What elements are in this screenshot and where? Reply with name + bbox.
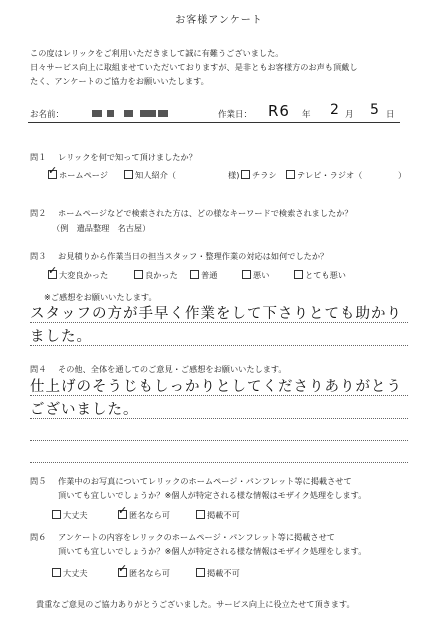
q6-number: 問６ [30,532,47,542]
q5-option-anonymous[interactable]: ✓ 匿名なら可 [118,504,170,520]
intro-line-2: 日々サービス向上に取組ませていただいておりますが、是非ともお客様方のお声も頂戴し [30,62,358,72]
name-label: お名前： [30,110,65,120]
q3-option-bad[interactable]: 悪い [242,270,269,281]
q5-text-line-2: 頂いても宜しいでしょうか？※個人が特定される様な情報はモザイク処理をします。 [58,490,367,500]
q5-option-ok[interactable]: 大丈夫 [52,510,88,521]
q1-number: 問１ [30,152,47,162]
checkbox[interactable] [286,170,295,179]
q3-option-good[interactable]: 良かった [134,270,178,281]
year-label: 年 [302,110,311,120]
checkmark-icon: ✓ [118,562,128,575]
answer-line [30,322,408,323]
q4-number: 問４ [30,364,47,374]
q1-text: レリックを何で知って頂けましたか？ [58,152,197,162]
checkbox[interactable] [48,264,58,279]
q6-option-no-publish[interactable]: 掲載不可 [196,568,240,579]
q1-option-homepage[interactable]: ✓ ホームページ [48,164,108,180]
q4-text: その他、全体を通してのご意見・ご感想をお願いいたします。 [58,364,287,374]
q3-answer-line-2: ました。 [30,329,92,345]
work-date-month: 2 [330,102,340,118]
q1-close-paren: ） [398,170,407,180]
q5-number: 問５ [30,476,47,486]
checkbox[interactable] [52,568,61,577]
checkmark-icon: ✓ [48,164,58,177]
answer-line [30,395,408,396]
month-label: 月 [345,110,354,120]
redacted-name [140,110,156,117]
redacted-name [92,110,102,117]
checkbox[interactable] [241,170,250,179]
q4-answer-line-1: 仕上げのそうじもしっかりとしてくださりありがとう [30,379,402,395]
q3-option-very-bad[interactable]: とても悪い [294,270,346,281]
q2-text: ホームページなどで検索された方は、どの様なキーワードで検索されましたか？ [58,208,353,218]
q2-number: 問２ [30,208,47,218]
checkmark-icon: ✓ [118,504,128,517]
q4-answer-line-2: ございました。 [30,402,139,418]
q6-text-line-1: アンケートの内容をレリックのホームページ・パンフレット等に掲載させて [58,532,335,542]
answer-line [30,462,408,463]
q1-option-referral[interactable]: 知人紹介（ [124,170,176,181]
checkbox[interactable] [294,270,303,279]
q1-referral-suffix: 様) [228,170,240,180]
checkbox[interactable] [118,504,128,519]
q5-text-line-1: 作業中のお写真についてレリックのホームページ・パンフレット等に掲載させて [58,476,352,486]
answer-line [30,440,408,441]
checkbox[interactable] [190,270,199,279]
q6-text-line-2: 頂いても宜しいでしょうか？※個人が特定される様な情報はモザイク処理をします。 [58,546,367,556]
checkbox[interactable] [118,562,128,577]
day-label: 日 [386,110,395,120]
checkmark-icon: ✓ [48,264,58,277]
q3-number: 問３ [30,251,47,261]
intro-line-1: この度はレリックをご利用いただきまして誠に有難うございました。 [30,48,284,58]
checkbox[interactable] [196,568,205,577]
q1-option-tv-radio[interactable]: テレビ・ラジオ（ [286,170,362,181]
checkbox[interactable] [196,510,205,519]
q3-answer-line-1: スタッフの方が手早く作業をして下さりとても助かり [30,306,402,322]
q6-option-anonymous[interactable]: ✓ 匿名なら可 [118,562,170,578]
redacted-name [107,110,114,117]
checkbox[interactable] [48,164,58,179]
work-date-label: 作業日： [218,110,253,120]
q5-option-no-publish[interactable]: 掲載不可 [196,510,240,521]
redacted-name [158,110,168,117]
q1-option-flyer[interactable]: チラシ [241,170,277,181]
q3-option-normal[interactable]: 普通 [190,270,217,281]
redacted-name [124,110,133,117]
q2-example: （例 遺品整理 名古屋） [52,223,151,233]
work-date-day: 5 [370,102,380,118]
header-underline [28,122,400,123]
work-date-era: R6 [268,102,290,120]
checkbox[interactable] [242,270,251,279]
q3-comment-prompt: ※ご感想をお願いいたします。 [44,292,157,302]
footer-thanks: 貴重なご意見のご協力ありがとうございました。サービス向上に役立たせて頂きます。 [36,599,355,609]
checkbox[interactable] [134,270,143,279]
intro-line-3: たく、アンケートのご協力をお願いいたします。 [30,76,209,86]
q3-option-very-good[interactable]: ✓ 大変良かった [48,264,109,280]
q3-text: お見積りから作業当日の担当スタッフ・整理作業の対応は如何でしたか？ [58,251,329,261]
checkbox[interactable] [124,170,133,179]
q6-option-ok[interactable]: 大丈夫 [52,568,88,579]
answer-line [30,418,408,419]
answer-line [30,345,408,346]
page-title: お客様アンケート [175,15,263,26]
checkbox[interactable] [52,510,61,519]
